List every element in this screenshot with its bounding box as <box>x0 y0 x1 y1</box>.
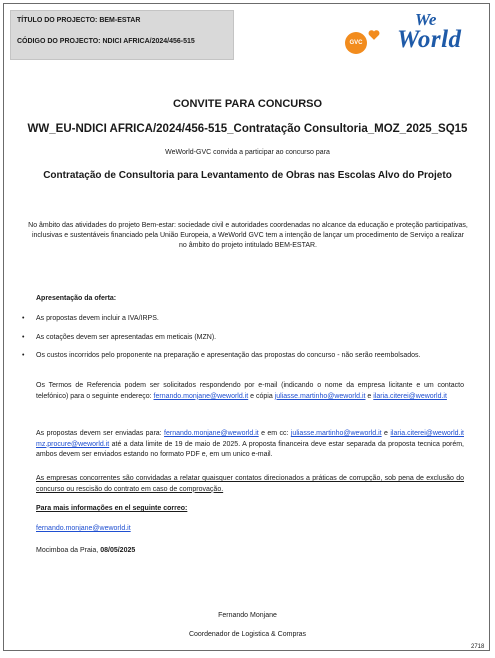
corruption-notice: As empresas concorrentes são convidadas a relatar quaisquer contatos direcionados a práticas de corrupção, sob pena de exclusão do concurso ou rescisão do contrato em caso de comprovação. <box>36 475 464 493</box>
logo-we-text: We <box>415 10 437 29</box>
page-number: 2718 <box>471 644 485 650</box>
offer-bullet-2: As cotações devem ser apresentadas em meticais (MZN). <box>36 334 217 341</box>
project-title-row <box>17 17 227 24</box>
project-code-row <box>17 38 227 45</box>
bullet-2-marker: • <box>22 334 25 341</box>
place-date <box>36 546 464 557</box>
invite-line: WeWorld-GVC convida a participar ao concurso para <box>165 149 330 156</box>
intro-paragraph: No âmbito das atividades do projeto Bem-estar: sociedade civil e autoridades coordenadas no alcance da educação e proteção participativas, inclusivas e sustentáveis financiado pela União Europeia, a WeWorld GVC tem a intenção de lançar um procedimento de Serviço a realizar no âmbito do projeto intitulado BEM-ESTAR. <box>28 222 468 250</box>
project-title-label: TÍTULO DO PROJECTO: <box>17 17 98 24</box>
date-text: 08/05/2025 <box>100 547 136 554</box>
project-title-value: BEM-ESTAR <box>99 17 141 24</box>
more-info-email-link[interactable]: fernando.monjane@weworld.it <box>36 525 131 532</box>
tor-request-paragraph <box>36 381 464 402</box>
offer-heading: Apresentação da oferta: <box>36 295 117 302</box>
signatory-name: Fernando Monjane <box>218 612 277 619</box>
submission-text-4: até a data limite de 19 de maio de 2025. A proposta financeira deve estar separada da proposta tecnica porém, ambos devem ser enviados estando no formato PDF e, em um unico e-mail. <box>36 440 465 458</box>
offer-bullet-1: As propostas devem incluir a IVA/IRPS. <box>36 315 159 322</box>
signatory-role: Coordenador de Logistica & Compras <box>188 631 307 638</box>
submission-text-2: e em cc: <box>261 430 289 437</box>
weworld-logo <box>345 8 470 58</box>
submission-email-4-link[interactable]: mz.procure@weworld.it <box>36 440 110 448</box>
more-info-heading: Para mais informações en el seguinte correo: <box>36 505 188 512</box>
submission-email-1-link[interactable]: fernando.monjane@weworld.it <box>164 430 259 437</box>
tor-text-3: e <box>367 392 372 400</box>
bullet-1-marker: • <box>22 315 25 322</box>
place-text: Mocimboa da Praia, <box>36 547 99 554</box>
tender-reference: WW_EU-NDICI AFRICA/2024/456-515_Contratação Consultoria_MOZ_2025_SQ15 <box>27 123 468 135</box>
submission-text-1: As propostas devem ser enviadas para: <box>36 430 162 437</box>
more-info-email-row <box>36 524 464 535</box>
tor-email-3-link[interactable]: ilaria.citerei@weworld.it <box>373 392 447 400</box>
document-title: CONVITE PARA CONCURSO <box>172 98 323 110</box>
tor-email-1-link[interactable]: fernando.monjane@weworld.it <box>153 392 249 400</box>
submission-paragraph <box>36 429 464 461</box>
gvc-logo-circle <box>345 32 367 54</box>
project-header-box <box>10 10 234 60</box>
submission-email-3-link[interactable]: ilaria.citerei@weworld.it <box>390 430 464 437</box>
tor-text-1: Os Termos de Referencia podem ser solicitados respondendo por e-mail (indicando o nome da empresa licitante e um contacto telefónico) para o seguinte endereço: <box>36 382 464 400</box>
project-code-label: CÓDIGO DO PROJECTO: <box>17 38 101 45</box>
tender-subject: Contratação de Consultoria para Levantamento de Obras nas Escolas Alvo do Projeto <box>43 170 452 181</box>
heart-icon <box>367 28 381 42</box>
submission-email-2-link[interactable]: juliasse.martinho@weworld.it <box>290 430 382 437</box>
offer-bullet-3: Os custos incorridos pelo proponente na preparação e apresentação das propostas do concurso - não serão reembolsados. <box>36 352 421 359</box>
submission-text-3: e <box>384 430 388 437</box>
gvc-logo-text: GVC <box>349 40 363 46</box>
logo-world-text: World <box>397 26 462 53</box>
bullet-3-marker: • <box>22 352 25 359</box>
project-code-value: NDICI AFRICA/2024/456-515 <box>102 38 195 45</box>
tor-text-2: e cópia <box>250 392 273 400</box>
tor-email-2-link[interactable]: juliasse.martinho@weworld.it <box>274 392 366 400</box>
